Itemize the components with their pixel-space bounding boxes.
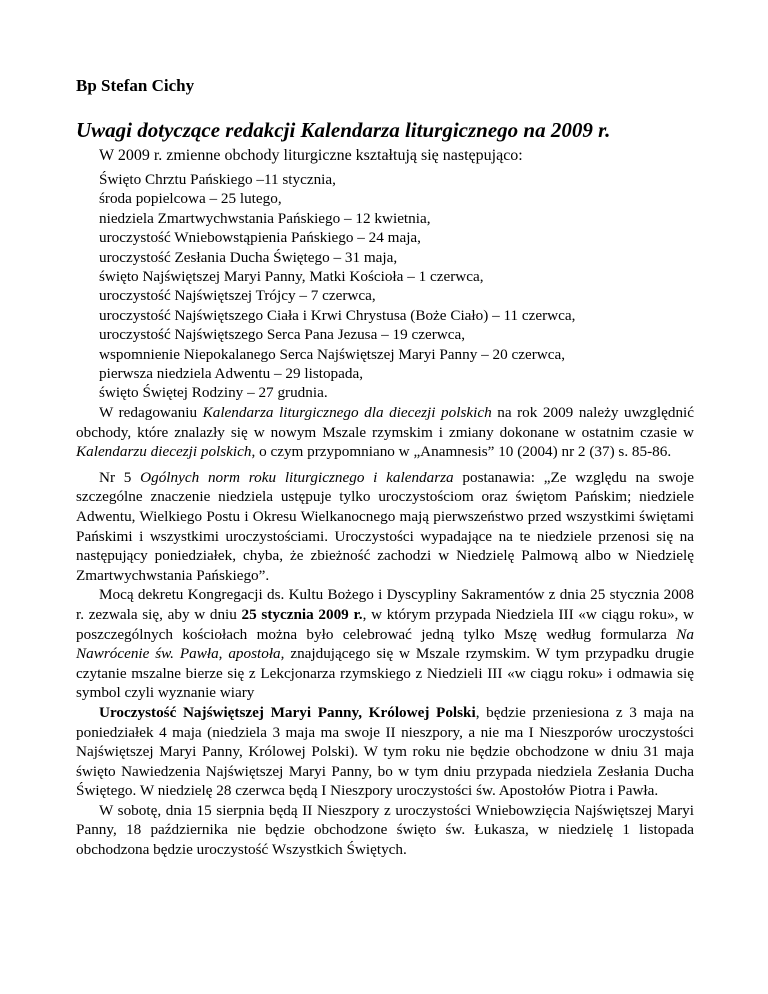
date-item: środa popielcowa – 25 lutego, — [99, 190, 282, 208]
document-title: Uwagi dotyczące redakcji Kalendarza liturgicznego na 2009 r. — [76, 118, 611, 142]
paragraph-august-vespers: W sobotę, dnia 15 sierpnia będą II Nieszpory z uroczystości Wniebowzięcia Najświętszej Maryi Panny, 18 października nie będzie obchodzone święto św. Łukasza, w niedzielę 1 listopada obchodzona będzie uroczystość Wszystkich Świętych. — [76, 801, 694, 859]
document-body — [76, 403, 694, 860]
liturgical-dates-list — [99, 170, 575, 403]
calendar-title-ref: Kalendarza liturgicznego dla diecezji polskich — [202, 404, 492, 421]
date-item: święto Najświętszej Maryi Panny, Matki Kościoła – 1 czerwca, — [99, 268, 484, 286]
date-item: niedziela Zmartwychwstania Pańskiego – 12 kwietnia, — [99, 209, 431, 227]
paragraph-queen-of-poland: Uroczystość Najświętszej Maryi Panny, Królowej Polski, będzie przeniesiona z 3 maja na poniedziałek 4 maja (niedziela 3 maja ma swoje II nieszpory, a nie ma I Nieszporów uroczystości Najświętszej Maryi Panny, Królowej Polski). W tym roku nie będzie obchodzone w dniu 31 maja święto Nawiedzenia Najświętszej Maryi Panny, bo w tym dniu przypada niedziela Zesłania Ducha Świętego. W niedzielę 28 czerwca będą I Nieszpory uroczystości św. Apostołów Piotra i Pawła. — [76, 703, 694, 800]
intro-sentence: W 2009 r. zmienne obchody liturgiczne kształtują się następująco: — [99, 147, 523, 164]
date-item: uroczystość Najświętszego Serca Pana Jezusa – 19 czerwca, — [99, 326, 466, 344]
general-norms-ref: Ogólnych norm roku liturgicznego i kalendarza — [140, 468, 454, 486]
date-item: Święto Chrztu Pańskiego –11 stycznia, — [99, 171, 336, 188]
highlight-date: 25 stycznia 2009 r. — [241, 605, 363, 623]
date-item: uroczystość Zesłania Ducha Świętego – 31 maja, — [99, 248, 398, 266]
mass-formula-ref: Na Nawrócenie św. Pawła, apostoła — [76, 625, 694, 663]
paragraph-general-norms: Nr 5 Ogólnych norm roku liturgicznego i kalendarza postanawia: „Ze względu na swoje szczególne znaczenie niedziela ustępuje tylko uroczystościom oraz świętom Pańskim; niedziele Adwentu, Wielkiego Postu i Okresu Wielkanocnego mają pierwszeństwo przed wszystkimi świętami Pańskimi i wszystkimi uroczystościami. Uroczystości wypadające na te niedziele przenosi się na następujący poniedziałek, chyba, że zbieżność zachodzi w Niedzielę Palmową albo w Niedzielę Zmartwychwstania Pańskiego”. — [76, 468, 694, 584]
date-item: uroczystość Wniebowstąpienia Pańskiego – 24 maja, — [99, 229, 421, 247]
date-item: uroczystość Najświętszego Ciała i Krwi Chrystusa (Boże Ciało) – 11 czerwca, — [99, 306, 576, 324]
paragraph-calendar-editing: W redagowaniu Kalendarza liturgicznego dla diecezji polskich na rok 2009 należy uwzględnić obchody, które znalazły się w nowym Mszale rzymskim i zmiany dokonane w ostatnim czasie w Kalendarzu diecezji polskich, o czym przypomniano w „Anamnesis” 10 (2004) nr 2 (37) s. 85-86. — [76, 404, 695, 461]
solemnity-name: Uroczystość Najświętszej Maryi Panny, Królowej Polski — [99, 703, 476, 721]
date-item: wspomnienie Niepokalanego Serca Najświętszej Maryi Panny – 20 czerwca, — [99, 345, 566, 363]
author-name: Bp Stefan Cichy — [76, 76, 195, 95]
date-item: pierwsza niedziela Adwentu – 29 listopada, — [99, 365, 364, 383]
paragraph-congregation-decree: Mocą dekretu Kongregacji ds. Kultu Bożego i Dyscypliny Sakramentów z dnia 25 stycznia 2008 r. zezwala się, aby w dniu 25 stycznia 2009 r., w którym przypada Niedziela III «w ciągu roku», w poszczególnych kościołach można było celebrować jedną tylko Mszę według formularza Na Nawrócenie św. Pawła, apostoła, znajdującego się w Mszale rzymskim. W tym przypadku drugie czytanie mszalne bierze się z Lekcjonarza rzymskiego z Niedzieli III «w ciągu roku» i odmawia się symbol czyli wyznanie wiary — [76, 586, 694, 702]
diocese-calendar-ref: Kalendarzu diecezji polskich — [76, 443, 252, 461]
date-item: uroczystość Najświętszej Trójcy – 7 czerwca, — [99, 287, 376, 305]
date-item: święto Świętej Rodziny – 27 grudnia. — [99, 384, 328, 402]
